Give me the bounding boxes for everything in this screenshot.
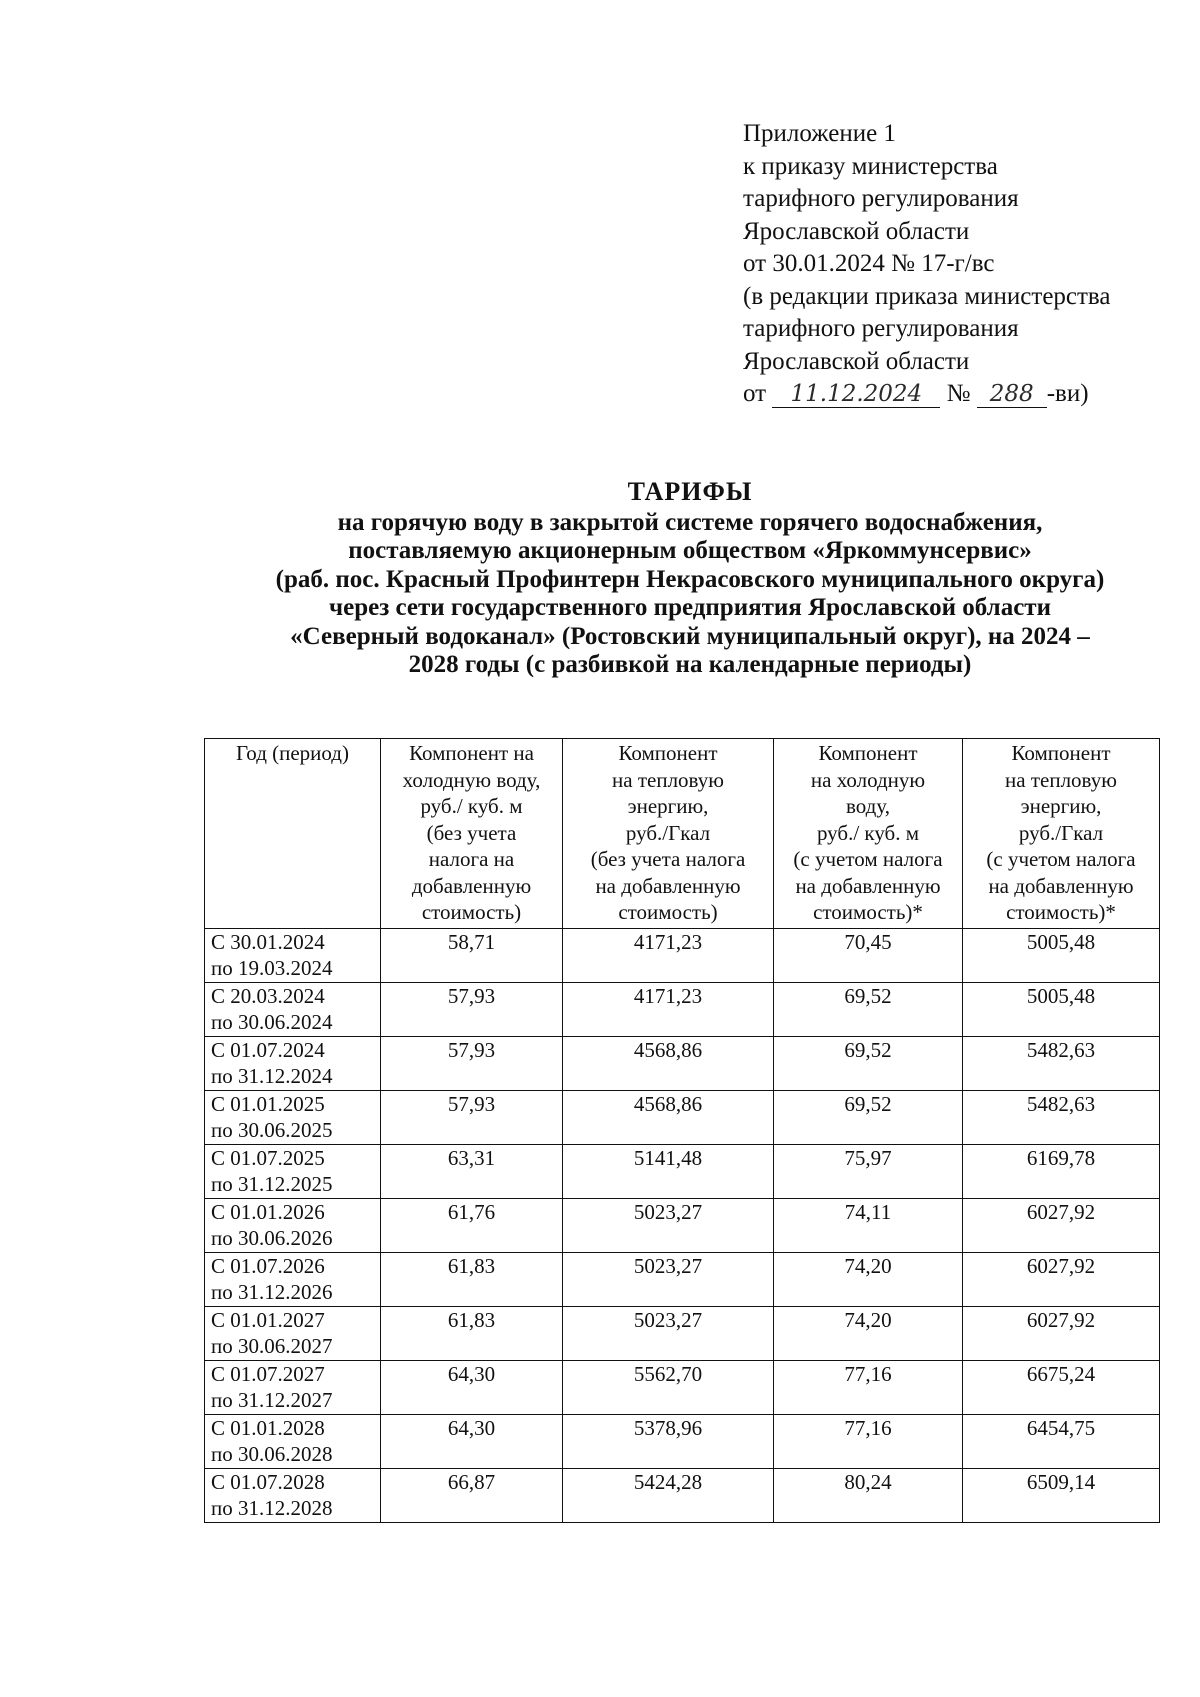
value-cell: 6454,75	[963, 1414, 1160, 1468]
title-line: на горячую воду в закрытой системе горячего водоснабжения,	[337, 508, 1043, 536]
appendix-suffix: -ви)	[1046, 380, 1089, 407]
appendix-line: (в редакции приказа министерства	[743, 282, 1111, 310]
value-cell: 77,16	[774, 1360, 963, 1414]
value-cell: 5023,27	[563, 1252, 774, 1306]
period-to: по 31.12.2026	[211, 1280, 333, 1304]
table-row	[205, 1090, 1160, 1144]
title-main: ТАРИФЫ	[627, 477, 753, 506]
table-row	[205, 1360, 1160, 1414]
value-cell: 61,83	[381, 1252, 563, 1306]
table-row	[205, 1252, 1160, 1306]
appendix-line: тарифного регулирования	[743, 185, 1019, 212]
period-cell	[205, 1090, 381, 1144]
value-cell: 5424,28	[563, 1468, 774, 1522]
table-header-row	[205, 739, 1160, 929]
column-header-line: (без учета	[426, 820, 517, 845]
value-cell: 5141,48	[563, 1144, 774, 1198]
appendix-prefix: от	[743, 380, 767, 407]
title-line: (раб. пос. Красный Профинтерн Некрасовского муниципального округа)	[275, 565, 1105, 593]
column-header-line: (с учетом налога	[986, 847, 1136, 871]
table-row	[205, 928, 1160, 982]
value-cell: 4568,86	[563, 1090, 774, 1144]
column-header-line: на добавленную	[595, 873, 741, 898]
value-cell: 77,16	[774, 1414, 963, 1468]
period-to: по 30.06.2025	[211, 1118, 333, 1142]
table-row	[205, 982, 1160, 1036]
value-cell: 6027,92	[963, 1198, 1160, 1252]
value-cell: 75,97	[774, 1144, 963, 1198]
handwritten-date: 11.12.2024	[772, 381, 940, 408]
value-cell: 69,52	[774, 1090, 963, 1144]
value-cell: 5023,27	[563, 1306, 774, 1360]
table-row	[205, 1036, 1160, 1090]
value-cell: 4171,23	[563, 982, 774, 1036]
period-from: С 01.01.2026	[211, 1199, 325, 1224]
column-header	[563, 739, 774, 929]
period-cell	[205, 1360, 381, 1414]
title-line: поставляемую акционерным обществом «Яркоммунсервис»	[348, 537, 1032, 564]
period-cell	[205, 928, 381, 982]
value-cell: 57,93	[381, 982, 563, 1036]
period-from: С 01.01.2027	[211, 1307, 325, 1332]
period-to: по 30.06.2026	[211, 1226, 333, 1250]
column-header-line: Компонент	[1011, 741, 1111, 765]
appendix-line: Ярославской области	[743, 347, 970, 375]
column-header-line: руб./ куб. м	[816, 820, 920, 845]
column-header-line: на тепловую	[1005, 767, 1117, 792]
column-header-line: Компонент	[818, 741, 918, 765]
appendix-line: Ярославской области	[743, 217, 970, 245]
period-cell	[205, 1144, 381, 1198]
value-cell: 66,87	[381, 1468, 563, 1522]
column-header	[381, 739, 563, 929]
appendix-block	[743, 118, 1111, 411]
period-from: С 30.01.2024	[211, 929, 325, 954]
column-header-line: энергию,	[627, 794, 709, 818]
column-header-line: стоимость)*	[813, 900, 923, 924]
value-cell: 61,83	[381, 1306, 563, 1360]
value-cell: 6509,14	[963, 1468, 1160, 1522]
value-cell: 70,45	[774, 928, 963, 982]
value-cell: 5482,63	[963, 1036, 1160, 1090]
value-cell: 6675,24	[963, 1360, 1160, 1414]
column-header-line: стоимость)	[618, 900, 718, 924]
column-header	[205, 739, 381, 929]
period-from: С 01.01.2028	[211, 1415, 325, 1440]
period-cell	[205, 1198, 381, 1252]
column-header-line: холодную воду,	[402, 767, 541, 792]
column-header-line: (без учета налога	[590, 847, 746, 871]
title-line: 2028 годы (с разбивкой на календарные периоды)	[408, 651, 972, 678]
value-cell: 74,20	[774, 1252, 963, 1306]
period-to: по 31.12.2027	[211, 1388, 333, 1412]
period-to: по 30.06.2027	[211, 1334, 333, 1358]
value-cell: 5005,48	[963, 928, 1160, 982]
value-cell: 5562,70	[563, 1360, 774, 1414]
period-to: по 30.06.2024	[211, 1010, 333, 1034]
value-cell: 74,20	[774, 1306, 963, 1360]
appendix-line: тарифного регулирования	[743, 315, 1019, 342]
period-to: по 31.12.2028	[211, 1496, 333, 1520]
tariff-table	[204, 738, 1160, 1523]
document-title	[200, 478, 1180, 680]
column-header	[963, 739, 1160, 929]
value-cell: 74,11	[774, 1198, 963, 1252]
value-cell: 64,30	[381, 1360, 563, 1414]
value-cell: 64,30	[381, 1414, 563, 1468]
period-cell	[205, 1252, 381, 1306]
period-from: С 01.07.2026	[211, 1253, 325, 1278]
column-header-line: стоимость)	[421, 900, 522, 924]
period-from: С 20.03.2024	[211, 983, 325, 1008]
value-cell: 57,93	[381, 1036, 563, 1090]
value-cell: 80,24	[774, 1468, 963, 1522]
column-header-line: Компонент	[618, 741, 718, 765]
value-cell: 5482,63	[963, 1090, 1160, 1144]
appendix-signature-line	[743, 378, 1111, 411]
value-cell: 58,71	[381, 928, 563, 982]
appendix-line: Приложение 1	[743, 120, 896, 147]
title-line: «Северный водоканал» (Ростовский муниципальный округ), на 2024 –	[290, 622, 1090, 650]
column-header-line: на добавленную	[795, 873, 941, 898]
table-row	[205, 1414, 1160, 1468]
value-cell: 61,76	[381, 1198, 563, 1252]
column-header-line: руб./ куб. м	[420, 794, 523, 818]
appendix-line: к приказу министерства	[743, 152, 998, 180]
column-header-line: стоимость)*	[1006, 900, 1116, 924]
table-row	[205, 1198, 1160, 1252]
column-header-line: налога на	[428, 847, 515, 871]
period-from: С 01.07.2027	[211, 1361, 325, 1386]
period-to: по 19.03.2024	[211, 956, 333, 980]
column-header-line: руб./Гкал	[625, 820, 711, 845]
period-from: С 01.07.2024	[211, 1037, 325, 1062]
table-row	[205, 1468, 1160, 1522]
column-header-line: Компонент на	[409, 741, 534, 765]
column-header-line: на тепловую	[612, 767, 724, 792]
value-cell: 69,52	[774, 1036, 963, 1090]
column-header-line: на добавленную	[988, 873, 1134, 898]
value-cell: 6027,92	[963, 1306, 1160, 1360]
table-row	[205, 1306, 1160, 1360]
column-header-line: воду,	[846, 794, 890, 818]
title-line: через сети государственного предприятия Ярославской области	[329, 594, 1051, 621]
column-header-line: руб./Гкал	[1018, 820, 1104, 845]
column-header-line: Год (период)	[236, 741, 349, 765]
column-header-line: на холодную	[810, 767, 926, 792]
period-from: С 01.07.2028	[211, 1469, 325, 1494]
period-to: по 30.06.2028	[211, 1442, 333, 1466]
value-cell: 6027,92	[963, 1252, 1160, 1306]
period-from: С 01.07.2025	[211, 1145, 325, 1170]
period-cell	[205, 982, 381, 1036]
value-cell: 5005,48	[963, 982, 1160, 1036]
period-cell	[205, 1036, 381, 1090]
value-cell: 57,93	[381, 1090, 563, 1144]
period-from: С 01.01.2025	[211, 1091, 325, 1116]
appendix-line: от 30.01.2024 № 17-г/вс	[743, 250, 995, 277]
value-cell: 4171,23	[563, 928, 774, 982]
number-sign: №	[946, 380, 971, 407]
value-cell: 5378,96	[563, 1414, 774, 1468]
value-cell: 4568,86	[563, 1036, 774, 1090]
column-header-line: энергию,	[1020, 794, 1102, 818]
period-cell	[205, 1468, 381, 1522]
period-to: по 31.12.2025	[211, 1172, 333, 1196]
table-body	[205, 928, 1160, 1522]
value-cell: 63,31	[381, 1144, 563, 1198]
value-cell: 5023,27	[563, 1198, 774, 1252]
column-header-line: добавленную	[411, 873, 532, 898]
period-cell	[205, 1414, 381, 1468]
value-cell: 69,52	[774, 982, 963, 1036]
period-cell	[205, 1306, 381, 1360]
handwritten-number: 288	[977, 381, 1047, 408]
value-cell: 6169,78	[963, 1144, 1160, 1198]
period-to: по 31.12.2024	[211, 1064, 333, 1088]
table-row	[205, 1144, 1160, 1198]
column-header	[774, 739, 963, 929]
column-header-line: (с учетом налога	[793, 847, 943, 871]
